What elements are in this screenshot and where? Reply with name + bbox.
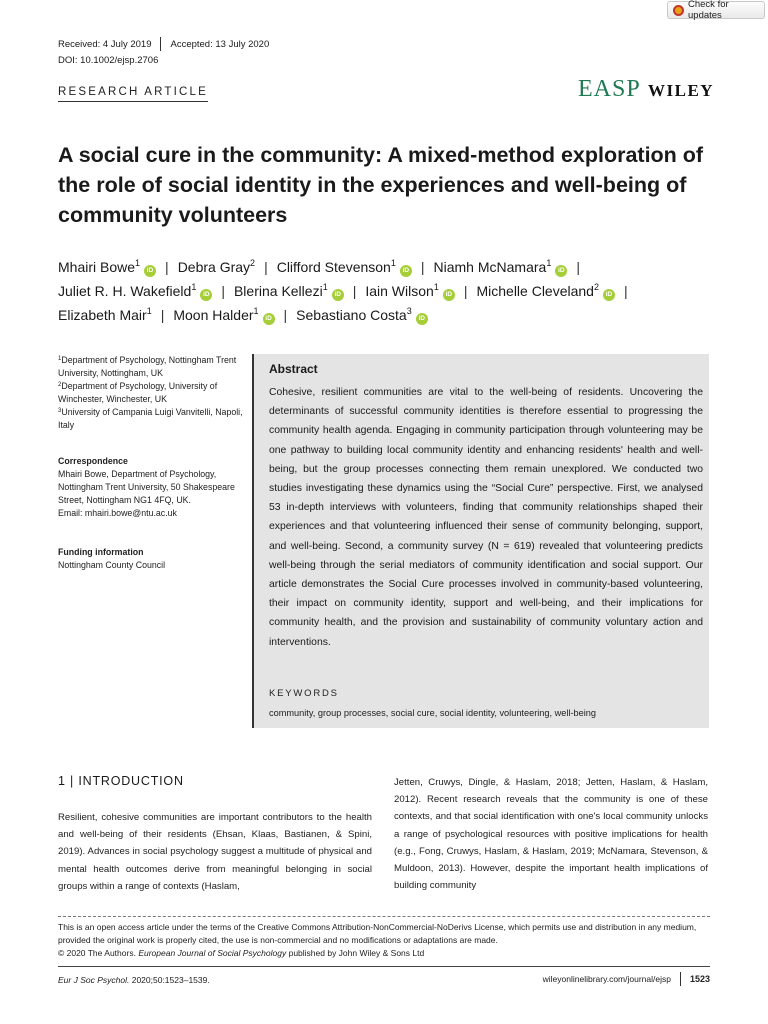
crossmark-icon — [673, 5, 684, 16]
author-affiliation-mark: 1 — [191, 282, 197, 292]
page-number: 1523 — [689, 974, 710, 984]
citation-journal: Eur J Soc Psychol. — [58, 975, 130, 985]
author-affiliation-mark: 1 — [253, 306, 259, 316]
author-line — [58, 255, 718, 279]
author-name: Clifford Stevenson — [276, 259, 391, 275]
author-affiliation-mark: 1 — [146, 306, 152, 316]
author — [58, 259, 156, 275]
orcid-icon[interactable]: iD — [555, 265, 567, 277]
check-for-updates-label: Check for updates — [688, 0, 729, 21]
author-affiliation-mark: 2 — [593, 282, 599, 292]
author-separator: | — [283, 307, 288, 323]
correspondence — [58, 455, 243, 520]
author-separator: | — [576, 259, 580, 275]
author — [234, 283, 344, 299]
footer-separator — [680, 972, 681, 986]
author-name: Blerina Kellezi — [233, 283, 323, 299]
author — [58, 307, 152, 323]
orcid-icon[interactable]: iD — [400, 265, 412, 277]
author — [58, 283, 212, 299]
easp-logo: EASP — [578, 76, 641, 102]
journal-url[interactable]: wileyonlinelibrary.com/journal/ejsp — [542, 974, 671, 984]
author-separator: | — [160, 307, 165, 323]
author — [173, 307, 274, 323]
author-separator: | — [624, 283, 628, 299]
orcid-icon[interactable]: iD — [144, 265, 156, 277]
article-title: A social cure in the community: A mixed-method exploration of the role of social identity in the experiences and well-being of community volunteers — [58, 143, 704, 227]
keywords-text: community, group processes, social cure, social identity, volunteering, well-being — [269, 708, 596, 718]
author-separator: | — [420, 259, 425, 275]
correspondence-address: Mhairi Bowe, Department of Psychology, Nottingham Trent University, 50 Shakespeare Street, Nottingham NG1 4FQ, UK. — [58, 469, 235, 505]
accepted-date: Accepted: 13 July 2020 — [170, 38, 270, 50]
author — [277, 259, 412, 275]
author — [476, 283, 615, 299]
author-affiliation-mark: 1 — [433, 282, 439, 292]
author-name: Mhairi Bowe — [58, 259, 136, 275]
author-name: Niamh McNamara — [433, 259, 547, 275]
article-type: RESEARCH ARTICLE — [58, 86, 208, 102]
orcid-icon[interactable]: iD — [200, 289, 212, 301]
author-name: Sebastiano Costa — [296, 307, 407, 323]
author-name: Moon Halder — [173, 307, 254, 323]
author-name: Elizabeth Mair — [58, 307, 147, 323]
author — [296, 307, 428, 323]
affiliation-1: $^1$Department of Psychology, Nottingham Trent University, Nottingham, UK — [58, 355, 237, 378]
author-affiliation-mark: 2 — [250, 258, 256, 268]
funding-heading: Funding information — [58, 547, 144, 557]
affiliation-2: $^2$Department of Psychology, University of Winchester, Winchester, UK — [58, 381, 218, 404]
correspondence-heading: Correspondence — [58, 456, 128, 466]
author — [178, 259, 255, 275]
author-affiliation-mark: 1 — [322, 282, 328, 292]
wiley-logo: WILEY — [648, 81, 715, 100]
author — [434, 259, 568, 275]
author-name: Juliet R. H. Wakefield — [58, 283, 192, 299]
author-separator: | — [264, 259, 268, 275]
license-note — [58, 921, 710, 960]
author-separator: | — [221, 283, 225, 299]
correspondence-email[interactable]: Email: mhairi.bowe@ntu.ac.uk — [58, 508, 177, 518]
intro-column-left: Resilient, cohesive communities are important contributors to the health and well-being of their residents (Ehsan, Klaas, Bastianen, & Spini, 2019). Advances in social psychology suggest a multitude of physical and mental health outcomes derive from meaningful belonging in social groups within a range of contexts (Haslam, — [58, 812, 372, 892]
author-line — [58, 279, 718, 303]
orcid-icon[interactable]: iD — [443, 289, 455, 301]
orcid-icon[interactable]: iD — [416, 313, 428, 325]
author-line — [58, 303, 718, 327]
footer-right — [543, 972, 710, 986]
author-separator: | — [165, 259, 169, 275]
orcid-icon[interactable]: iD — [332, 289, 344, 301]
received-date: Received: 4 July 2019 — [58, 38, 152, 50]
author-affiliation-mark: 1 — [546, 258, 552, 268]
author-separator: | — [352, 283, 357, 299]
author-affiliation-mark: 1 — [390, 258, 396, 268]
author-name: Iain Wilson — [365, 283, 434, 299]
orcid-icon[interactable]: iD — [603, 289, 615, 301]
abstract-box — [252, 354, 709, 728]
affiliation-3: $^3$University of Campania Luigi Vanvitelli, Napoli, Italy — [58, 407, 243, 430]
affiliations — [58, 354, 243, 432]
author-affiliation-mark: 3 — [406, 306, 412, 316]
author-separator: | — [463, 283, 468, 299]
introduction-heading: 1 | INTRODUCTION — [58, 774, 184, 788]
funding-info — [58, 546, 243, 572]
funding-text: Nottingham County Council — [58, 560, 166, 570]
doi: DOI: 10.1002/ejsp.2706 — [58, 55, 159, 66]
author — [365, 283, 454, 299]
abstract-text: Cohesive, resilient communities are vital to the well-being of residents. Uncovering the determinants of successful community identities is therefore essential to progressing the community health agenda. Engaging in community participation through volunteering may be one pathway to building local community identity and enhancing residents' health and well-being, but the group processes connecting them remain unexplored. We conducted two studies investigating these dynamics using the “Social Cure” perspective. First, we analysed 53 in-depth interviews with volunteers, finding that community relationships shaped their experiences and that volunteering influenced their sense of community belonging, support, and well-being. Second, a community survey (N = 619) revealed that volunteering predicts well-being through the serial mediators of community identification and social support. Our article demonstrates the Social Cure processes involved in community-based volunteering, their impact on community identity, support and well-being, and their implications for community health, and the provision and sustainability of community voluntary action and interventions. — [269, 387, 703, 648]
author-name: Debra Gray — [177, 259, 251, 275]
author-name: Michelle Cleveland — [476, 283, 594, 299]
footer-divider — [58, 966, 710, 967]
copyright-line: © 2020 The Authors. European Journal of Social Psychology published by John Wiley & Sons Ltd — [58, 948, 425, 958]
keywords-heading: KEYWORDS — [269, 688, 339, 699]
orcid-icon[interactable]: iD — [263, 313, 275, 325]
author-list — [58, 255, 718, 327]
check-for-updates-button[interactable] — [667, 1, 765, 19]
dates-divider — [160, 37, 161, 51]
article-dates — [58, 37, 269, 51]
license-text: This is an open access article under the terms of the Creative Commons Attribution-NonCommercial-NoDerivs License, which permits use and distribution in any medium, provided the original work is properly cited, the use is non-commercial and no modifications or adaptations are made. — [58, 922, 697, 945]
intro-column-right: Jetten, Cruwys, Dingle, & Haslam, 2018; Jetten, Haslam, & Haslam, 2012). Recent research reveals that the community is one of these contexts, and that social identification with one's local community unlocks a range of psychological resources with positive implications for health (e.g., Fong, Cruwys, Haslam, & Haslam, 2019; McNamara, Stevenson, & Muldoon, 2013). However, despite the important health implications of building community — [394, 777, 708, 892]
license-divider — [58, 916, 710, 917]
citation-volume: 2020;50:1523–1539. — [131, 975, 210, 985]
author-affiliation-mark: 1 — [135, 258, 141, 268]
journal-name: European Journal of Social Psychology — [138, 948, 287, 958]
abstract-heading: Abstract — [269, 362, 318, 376]
citation — [58, 975, 210, 985]
